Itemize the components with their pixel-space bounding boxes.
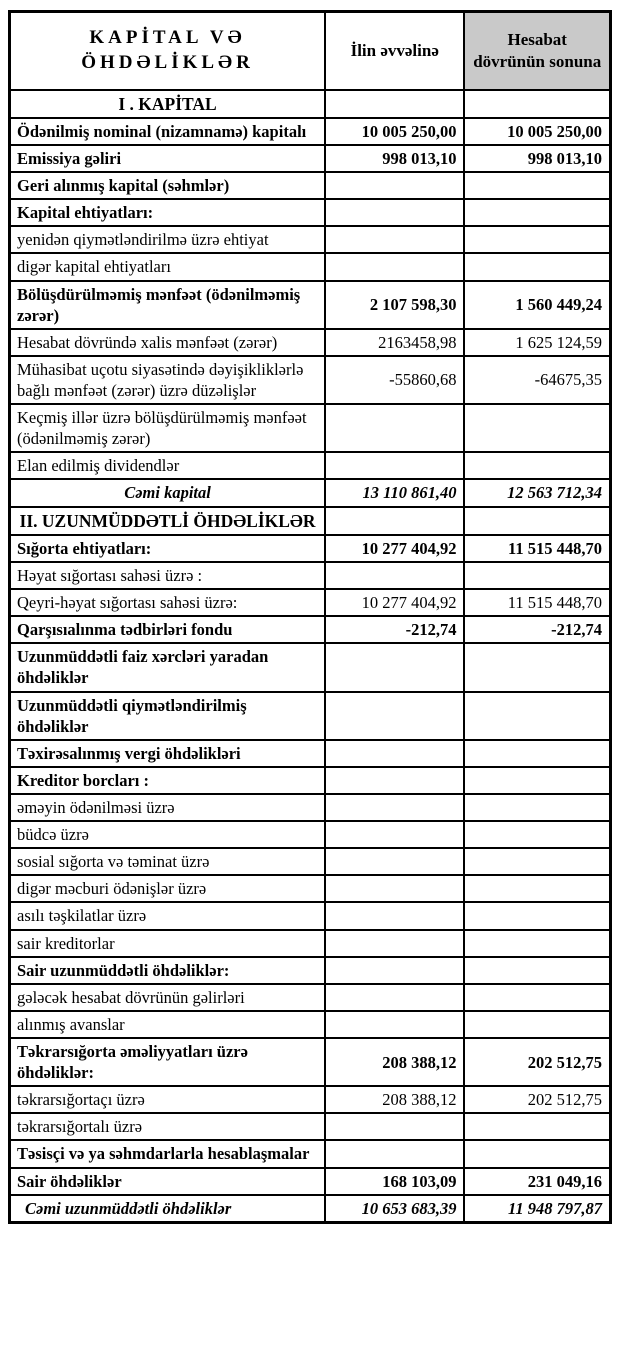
table-row — [10, 479, 611, 506]
value-end-of-period — [464, 253, 610, 280]
value-end-of-period — [464, 794, 610, 821]
value-beginning-of-year — [325, 172, 464, 199]
value-beginning-of-year — [325, 90, 464, 118]
value-end-of-period — [464, 507, 610, 535]
value-end-of-period — [464, 404, 610, 452]
value-end-of-period — [464, 643, 610, 691]
table-row — [10, 329, 611, 356]
table-row — [10, 740, 611, 767]
table-row — [10, 643, 611, 691]
value-beginning-of-year: 10 005 250,00 — [325, 118, 464, 145]
value-end-of-period — [464, 957, 610, 984]
value-end-of-period: 11 948 797,87 — [464, 1195, 610, 1223]
row-label: sosial sığorta və təminat üzrə — [10, 848, 326, 875]
row-label: digər kapital ehtiyatları — [10, 253, 326, 280]
row-label: sair kreditorlar — [10, 930, 326, 957]
value-beginning-of-year — [325, 902, 464, 929]
value-beginning-of-year — [325, 226, 464, 253]
row-label: digər məcburi ödənişlər üzrə — [10, 875, 326, 902]
table-row — [10, 452, 611, 479]
value-end-of-period: 1 625 124,59 — [464, 329, 610, 356]
header-row — [10, 12, 611, 90]
value-end-of-period — [464, 1113, 610, 1140]
table-row — [10, 507, 611, 535]
value-beginning-of-year: -55860,68 — [325, 356, 464, 404]
table-row — [10, 1168, 611, 1195]
value-beginning-of-year — [325, 821, 464, 848]
table-row — [10, 90, 611, 118]
row-label: Təxirəsalınmış vergi öhdəlikləri — [10, 740, 326, 767]
row-label: Hesabat dövründə xalis mənfəət (zərər) — [10, 329, 326, 356]
value-end-of-period — [464, 984, 610, 1011]
value-beginning-of-year — [325, 957, 464, 984]
table-row — [10, 1195, 611, 1223]
value-beginning-of-year: 168 103,09 — [325, 1168, 464, 1195]
table-row — [10, 199, 611, 226]
value-end-of-period: 202 512,75 — [464, 1038, 610, 1086]
table-row — [10, 145, 611, 172]
table-row — [10, 957, 611, 984]
row-label: Kapital ehtiyatları: — [10, 199, 326, 226]
table-row — [10, 118, 611, 145]
table-row — [10, 1140, 611, 1167]
table-row — [10, 616, 611, 643]
table-row — [10, 172, 611, 199]
value-beginning-of-year — [325, 507, 464, 535]
table-row — [10, 1113, 611, 1140]
value-beginning-of-year: 2 107 598,30 — [325, 281, 464, 329]
header-beginning-of-year: İlin əvvəlinə — [325, 12, 464, 90]
row-label: Ödənilmiş nominal (nizamnamə) kapitalı — [10, 118, 326, 145]
table-row — [10, 356, 611, 404]
row-label: əməyin ödənilməsi üzrə — [10, 794, 326, 821]
row-label: Sığorta ehtiyatları: — [10, 535, 326, 562]
value-end-of-period — [464, 226, 610, 253]
header-capital-liabilities: KAPİTAL VƏ ÖHDƏLİKLƏR — [10, 12, 326, 90]
row-label: Keçmiş illər üzrə bölüşdürülməmiş mənfəət (ödənilməmiş zərər) — [10, 404, 326, 452]
value-beginning-of-year — [325, 848, 464, 875]
value-end-of-period: 202 512,75 — [464, 1086, 610, 1113]
value-end-of-period: 1 560 449,24 — [464, 281, 610, 329]
value-beginning-of-year: 2163458,98 — [325, 329, 464, 356]
value-beginning-of-year: -212,74 — [325, 616, 464, 643]
row-label: təkrarsığortaçı üzrə — [10, 1086, 326, 1113]
row-label: gələcək hesabat dövrünün gəlirləri — [10, 984, 326, 1011]
value-beginning-of-year: 998 013,10 — [325, 145, 464, 172]
row-label: Geri alınmış kapital (səhmlər) — [10, 172, 326, 199]
value-beginning-of-year — [325, 452, 464, 479]
table-row — [10, 1011, 611, 1038]
value-beginning-of-year: 208 388,12 — [325, 1038, 464, 1086]
value-end-of-period — [464, 821, 610, 848]
row-label: Təkrarsığorta əməliyyatları üzrə öhdəliklər: — [10, 1038, 326, 1086]
row-label: alınmış avanslar — [10, 1011, 326, 1038]
value-beginning-of-year: 13 110 861,40 — [325, 479, 464, 506]
table-row — [10, 692, 611, 740]
value-beginning-of-year — [325, 562, 464, 589]
table-row — [10, 253, 611, 280]
table-row — [10, 589, 611, 616]
value-end-of-period — [464, 90, 610, 118]
value-beginning-of-year — [325, 643, 464, 691]
value-beginning-of-year — [325, 692, 464, 740]
value-end-of-period — [464, 848, 610, 875]
value-beginning-of-year: 10 277 404,92 — [325, 589, 464, 616]
value-end-of-period: 998 013,10 — [464, 145, 610, 172]
value-beginning-of-year — [325, 794, 464, 821]
row-label: büdcə üzrə — [10, 821, 326, 848]
table-row — [10, 1086, 611, 1113]
row-label: II. UZUNMÜDDƏTLİ ÖHDƏLİKLƏR — [10, 507, 326, 535]
value-beginning-of-year — [325, 984, 464, 1011]
value-beginning-of-year: 208 388,12 — [325, 1086, 464, 1113]
value-beginning-of-year — [325, 875, 464, 902]
table-row — [10, 984, 611, 1011]
row-label: yenidən qiymətləndirilmə üzrə ehtiyat — [10, 226, 326, 253]
row-label: Sair uzunmüddətli öhdəliklər: — [10, 957, 326, 984]
table-row — [10, 794, 611, 821]
value-end-of-period: 231 049,16 — [464, 1168, 610, 1195]
value-beginning-of-year — [325, 1140, 464, 1167]
table-body — [10, 90, 611, 1223]
table-row — [10, 1038, 611, 1086]
row-label: Sair öhdəliklər — [10, 1168, 326, 1195]
row-label: Cəmi uzunmüddətli öhdəliklər — [10, 1195, 326, 1223]
table-row — [10, 562, 611, 589]
table-row — [10, 281, 611, 329]
value-end-of-period — [464, 902, 610, 929]
row-label: I . KAPİTAL — [10, 90, 326, 118]
table-header — [10, 12, 611, 90]
table-row — [10, 875, 611, 902]
row-label: Elan edilmiş dividendlər — [10, 452, 326, 479]
value-end-of-period — [464, 740, 610, 767]
value-end-of-period — [464, 1011, 610, 1038]
value-end-of-period — [464, 692, 610, 740]
table-row — [10, 404, 611, 452]
row-label: Təsisçi və ya səhmdarlarla hesablaşmalar — [10, 1140, 326, 1167]
value-beginning-of-year — [325, 1113, 464, 1140]
value-beginning-of-year — [325, 253, 464, 280]
value-end-of-period: -212,74 — [464, 616, 610, 643]
value-beginning-of-year — [325, 767, 464, 794]
value-end-of-period: -64675,35 — [464, 356, 610, 404]
value-beginning-of-year — [325, 740, 464, 767]
value-beginning-of-year: 10 653 683,39 — [325, 1195, 464, 1223]
row-label: təkrarsığortalı üzrə — [10, 1113, 326, 1140]
row-label: Mühasibat uçotu siyasətində dəyişikliklərlə bağlı mənfəət (zərər) üzrə düzəlişlər — [10, 356, 326, 404]
value-end-of-period — [464, 930, 610, 957]
value-beginning-of-year — [325, 199, 464, 226]
row-label: Uzunmüddətli faiz xərcləri yaradan öhdəliklər — [10, 643, 326, 691]
balance-table — [8, 10, 612, 1224]
value-end-of-period: 12 563 712,34 — [464, 479, 610, 506]
value-end-of-period: 11 515 448,70 — [464, 589, 610, 616]
value-end-of-period — [464, 562, 610, 589]
value-beginning-of-year — [325, 404, 464, 452]
value-end-of-period: 10 005 250,00 — [464, 118, 610, 145]
value-end-of-period — [464, 767, 610, 794]
table-row — [10, 767, 611, 794]
value-end-of-period — [464, 172, 610, 199]
value-beginning-of-year — [325, 1011, 464, 1038]
value-beginning-of-year: 10 277 404,92 — [325, 535, 464, 562]
value-beginning-of-year — [325, 930, 464, 957]
value-end-of-period: 11 515 448,70 — [464, 535, 610, 562]
table-row — [10, 930, 611, 957]
row-label: Cəmi kapital — [10, 479, 326, 506]
row-label: Bölüşdürülməmiş mənfəət (ödənilməmiş zərər) — [10, 281, 326, 329]
row-label: Həyat sığortası sahəsi üzrə : — [10, 562, 326, 589]
table-row — [10, 902, 611, 929]
row-label: Qeyri-həyat sığortası sahəsi üzrə: — [10, 589, 326, 616]
value-end-of-period — [464, 875, 610, 902]
table-row — [10, 226, 611, 253]
row-label: asılı təşkilatlar üzrə — [10, 902, 326, 929]
header-end-of-period: Hesabat dövrünün sonuna — [464, 12, 610, 90]
table-row — [10, 848, 611, 875]
value-end-of-period — [464, 452, 610, 479]
table-row — [10, 821, 611, 848]
value-end-of-period — [464, 199, 610, 226]
row-label: Uzunmüddətli qiymətləndirilmiş öhdəliklər — [10, 692, 326, 740]
row-label: Kreditor borcları : — [10, 767, 326, 794]
row-label: Emissiya gəliri — [10, 145, 326, 172]
table-row — [10, 535, 611, 562]
value-end-of-period — [464, 1140, 610, 1167]
row-label: Qarşısıalınma tədbirləri fondu — [10, 616, 326, 643]
